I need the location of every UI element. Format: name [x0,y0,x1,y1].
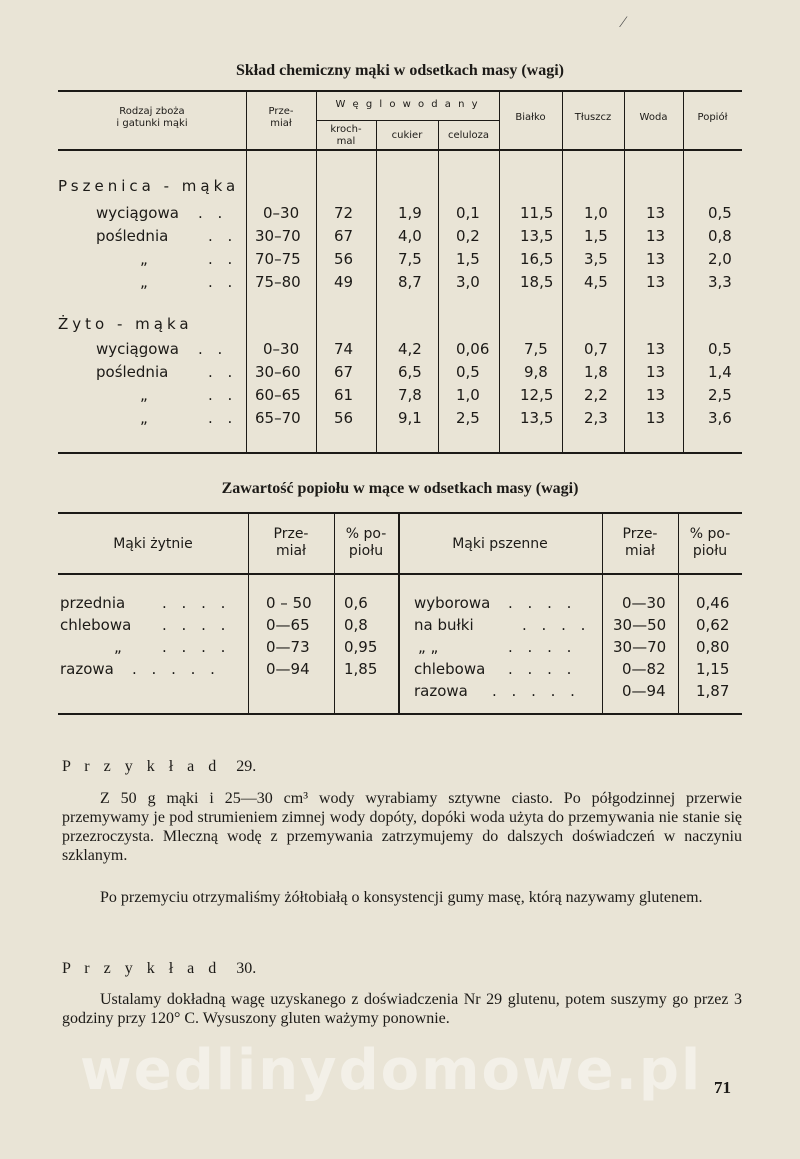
cell-przemial: 30–70 [255,227,301,245]
cell-popiol: 3,3 [708,273,732,291]
cell-cukier: 1,9 [398,204,422,222]
row-label: chlebowa [414,660,486,678]
table-row [58,363,742,385]
group-title-pszenica: Pszenica - mąka [58,177,240,195]
header-przemial-line1: Prze- [268,106,294,117]
cell-popiol: 0,5 [708,204,732,222]
cell-popiol: 0,46 [696,594,730,612]
cell-woda: 13 [646,363,666,381]
header-przemial-line2: miał [624,543,656,559]
cell-cukier: 7,5 [398,250,422,268]
row-label: poślednia [96,227,169,245]
leader-dots: . . . . [508,660,577,678]
header-popiol-line2: piołu [348,543,384,559]
row-label: „ [140,273,148,291]
cell-cukier: 8,7 [398,273,422,291]
header-popiol-right [678,526,742,560]
cell-przemial: 70–75 [255,250,301,268]
example-heading-word: P r z y k ł a d [62,960,222,977]
table-row [58,386,742,408]
leader-dots: . . . . [508,638,577,656]
header-weglowodany: W ę g l o w o d a n y [335,99,480,110]
row-label: wyciągowa [96,204,179,222]
leader-dots: . . . . [162,638,231,656]
cell-tluszcz: 2,2 [584,386,608,404]
leader-dots: . . [198,204,228,222]
leader-dots: . . [208,273,238,291]
header-przemial-left [248,526,334,560]
cell-celuloza: 1,0 [456,386,480,404]
cell-woda: 13 [646,250,666,268]
table2-header-rule [58,573,742,575]
cell-krochmal: 74 [334,340,354,358]
row-label: na bułki [414,616,474,634]
row-label: „ [140,250,148,268]
group-title-zyto: Żyto - mąka [58,315,193,333]
cell-przemial: 0—94 [622,682,666,700]
cell-bialko: 18,5 [520,273,554,291]
header-cukier: cukier [391,130,423,141]
cell-cukier: 4,0 [398,227,422,245]
header-popiol-left [334,526,398,560]
cell-krochmal: 67 [334,363,354,381]
cell-krochmal: 56 [334,409,354,427]
cell-popiol: 1,85 [344,660,378,678]
leader-dots: . . . . [522,616,591,634]
cell-popiol: 3,6 [708,409,732,427]
header-przemial-line2: miał [270,118,292,129]
table-row [58,273,742,295]
leader-dots: . . . . . [132,660,220,678]
table-row [58,204,742,226]
cell-krochmal: 72 [334,204,354,222]
table2 [58,512,742,717]
cell-cukier: 4,2 [398,340,422,358]
table-row [58,682,742,704]
row-label: wyborowa [414,594,491,612]
row-label: razowa [414,682,468,700]
weglowodany-rule [316,120,499,121]
header-przemial-right [602,526,678,560]
header-rodzaj-line1: Rodzaj zboża [119,106,185,117]
header-przemial [246,106,316,130]
table-row [58,660,742,682]
table1-header-rule [58,149,742,151]
leader-dots: . . [208,227,238,245]
header-popiol: Popiół [697,112,728,123]
leader-dots: . . . . [508,594,577,612]
cell-przemial: 30—50 [613,616,667,634]
header-maki-zytnie: Mąki żytnie [113,536,193,552]
table1-top-rule [58,90,742,92]
header-popiol-line1: % po- [345,526,387,542]
cell-tluszcz: 2,3 [584,409,608,427]
cell-przemial: 30–60 [255,363,301,381]
example-29-heading [62,758,256,776]
header-krochmal-line1: kroch- [330,124,362,135]
cell-bialko: 7,5 [524,340,548,358]
cell-cukier: 6,5 [398,363,422,381]
cell-popiol: 0,95 [344,638,378,656]
cell-bialko: 11,5 [520,204,554,222]
cell-przemial: 0—73 [266,638,310,656]
cell-popiol: 0,6 [344,594,368,612]
header-tluszcz: Tłuszcz [574,112,612,123]
cell-popiol: 1,87 [696,682,730,700]
leader-dots: . . [198,340,228,358]
row-label: chlebowa [60,616,132,634]
cell-popiol: 0,80 [696,638,730,656]
table-row [58,250,742,272]
cell-krochmal: 49 [334,273,354,291]
cell-popiol: 0,5 [708,340,732,358]
row-label: „ [114,638,122,656]
row-label: poślednia [96,363,169,381]
cell-bialko: 16,5 [520,250,554,268]
cell-bialko: 13,5 [520,227,554,245]
header-przemial-line1: Prze- [622,526,658,542]
cell-woda: 13 [646,273,666,291]
table-row [58,594,742,616]
header-rodzaj [58,106,246,130]
row-label: „ [140,409,148,427]
cell-tluszcz: 4,5 [584,273,608,291]
page-number: 71 [714,1078,731,1097]
row-label: „ [140,386,148,404]
cell-tluszcz: 3,5 [584,250,608,268]
header-popiol-line1: % po- [689,526,731,542]
example-heading-number: 29. [236,758,257,775]
table1-bottom-rule [58,452,742,454]
header-przemial-line1: Prze- [273,526,309,542]
leader-dots: . . [208,250,238,268]
row-label: wyciągowa [96,340,179,358]
cell-woda: 13 [646,409,666,427]
cell-woda: 13 [646,340,666,358]
leader-dots: . . [208,386,238,404]
table2-title: Zawartość popiołu w mące w odsetkach masy (wagi) [221,480,579,497]
cell-krochmal: 56 [334,250,354,268]
example-30-paragraph-1: Ustalamy dokładną wagę uzyskanego z doświadczenia Nr 29 glutenu, potem suszymy go przez 3 godziny przy 120° C. Wysuszony gluten ważymy ponownie. [62,991,742,1027]
example-heading-number: 30. [236,960,257,977]
cell-przemial: 0—82 [622,660,666,678]
cell-popiol: 2,0 [708,250,732,268]
row-label: „ „ [418,638,439,656]
example-30-heading [62,960,256,978]
cell-przemial: 0—94 [266,660,310,678]
cell-tluszcz: 1,0 [584,204,608,222]
header-popiol-line2: piołu [692,543,728,559]
cell-przemial: 60–65 [255,386,301,404]
cell-celuloza: 1,5 [456,250,480,268]
table-row [58,638,742,660]
cell-woda: 13 [646,386,666,404]
header-celuloza: celuloza [447,130,490,141]
header-bialko: Białko [515,112,546,123]
pencil-mark: ⁄ [622,14,625,31]
cell-cukier: 7,8 [398,386,422,404]
cell-celuloza: 3,0 [456,273,480,291]
header-rodzaj-line2: i gatunki mąki [116,118,188,129]
cell-celuloza: 0,2 [456,227,480,245]
leader-dots: . . . . [162,616,231,634]
cell-popiol: 0,8 [344,616,368,634]
cell-celuloza: 0,1 [456,204,480,222]
leader-dots: . . . . . [492,682,580,700]
table-row [58,409,742,431]
cell-przemial: 0–30 [263,340,300,358]
cell-tluszcz: 1,8 [584,363,608,381]
header-krochmal [316,124,376,148]
cell-przemial: 0 – 50 [266,594,312,612]
cell-bialko: 13,5 [520,409,554,427]
table1 [58,90,742,455]
cell-celuloza: 0,06 [456,340,490,358]
table1-title: Skład chemiczny mąki w odsetkach masy (wagi) [235,62,564,79]
cell-cukier: 9,1 [398,409,422,427]
leader-dots: . . [208,409,238,427]
cell-woda: 13 [646,204,666,222]
cell-celuloza: 0,5 [456,363,480,381]
cell-przemial: 0—65 [266,616,310,634]
row-label: razowa [60,660,114,678]
cell-popiol: 2,5 [708,386,732,404]
cell-tluszcz: 0,7 [584,340,608,358]
header-maki-pszenne: Mąki pszenne [452,536,548,552]
cell-bialko: 12,5 [520,386,554,404]
example-29-paragraph-2: Po przemyciu otrzymaliśmy żółtobiałą o konsystencji gumy masę, którą nazywamy glutenem. [100,889,703,906]
table-row [58,616,742,638]
cell-przemial: 0—30 [622,594,666,612]
cell-popiol: 1,4 [708,363,732,381]
cell-przemial: 30—70 [613,638,667,656]
header-woda: Woda [639,112,668,123]
table2-top-rule [58,512,742,514]
table2-bottom-rule [58,713,742,715]
watermark: wedlinydomowe.pl [80,1038,703,1103]
header-przemial-line2: miał [275,543,307,559]
cell-przemial: 0–30 [263,204,300,222]
cell-popiol: 0,62 [696,616,730,634]
row-label: przednia [60,594,126,612]
table-row [58,340,742,362]
leader-dots: . . [208,363,238,381]
cell-woda: 13 [646,227,666,245]
example-29-paragraph-1: Z 50 g mąki i 25—30 cm³ wody wyrabiamy sztywne ciasto. Po półgodzinnej przerwie przemywamy je pod strumieniem zimnej wody dopóty, dopóki woda użyta do przemywania nie stanie się przezroczysta. Mleczną wodę z przemywania zatrzymujemy do dalszych doświadczeń w naczyniu szklanym. [62,790,742,864]
cell-przemial: 75–80 [255,273,301,291]
cell-popiol: 0,8 [708,227,732,245]
cell-bialko: 9,8 [524,363,548,381]
table-row [58,227,742,249]
header-krochmal-line2: mal [336,136,356,147]
cell-krochmal: 61 [334,386,354,404]
cell-popiol: 1,15 [696,660,730,678]
leader-dots: . . . . [162,594,231,612]
cell-celuloza: 2,5 [456,409,480,427]
cell-krochmal: 67 [334,227,354,245]
cell-tluszcz: 1,5 [584,227,608,245]
example-heading-word: P r z y k ł a d [62,758,222,775]
cell-przemial: 65–70 [255,409,301,427]
